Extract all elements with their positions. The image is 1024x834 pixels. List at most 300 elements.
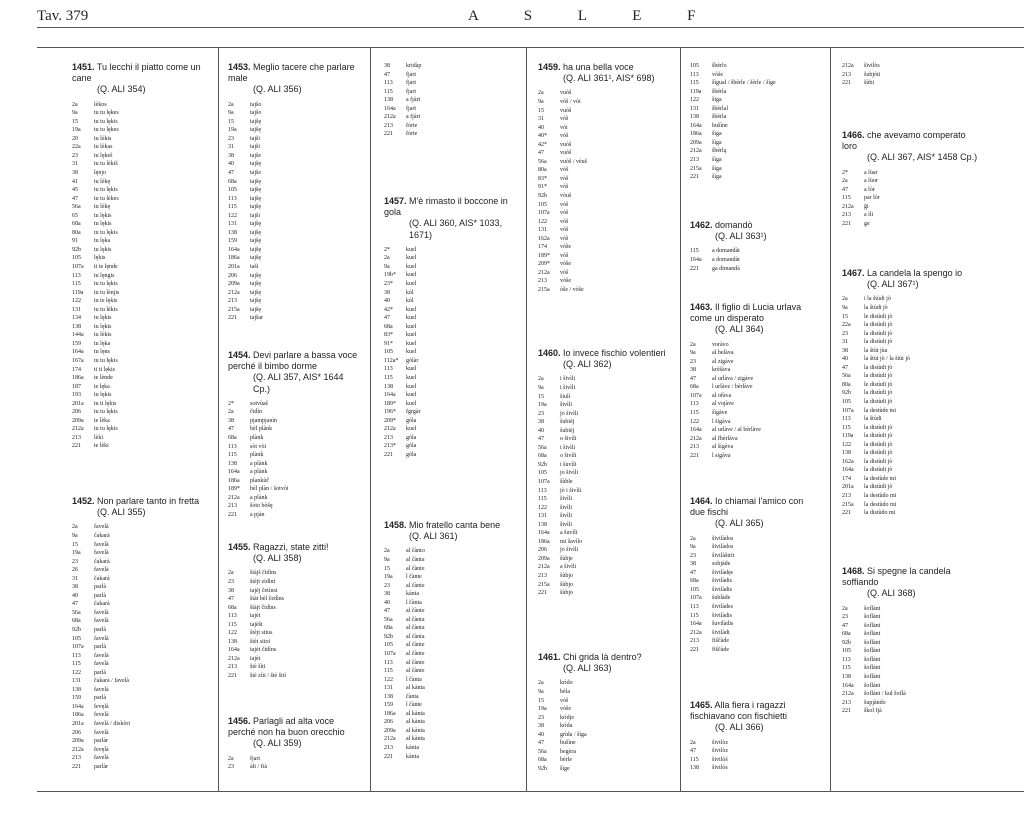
- dialect-form: favelà: [94, 609, 109, 616]
- point-code: 56a: [538, 444, 547, 451]
- point-code: 31: [842, 339, 848, 346]
- point-code: 138: [538, 521, 547, 528]
- point-code: 38: [538, 419, 544, 426]
- dialect-form: i šivìli: [560, 376, 576, 383]
- point-code: 213: [842, 492, 851, 499]
- point-code: 122: [690, 418, 699, 425]
- dialect-entry: [538, 487, 678, 496]
- point-code: 9a: [690, 350, 696, 357]
- point-code: 68a: [72, 221, 81, 228]
- dialect-form: tu ti lękis: [94, 400, 117, 407]
- dialect-entry: [384, 744, 514, 753]
- dialect-entry: [690, 586, 820, 595]
- point-code: 40: [538, 427, 544, 434]
- point-code: 40: [72, 592, 78, 599]
- question-section: [384, 62, 514, 139]
- dialect-entry: [690, 552, 820, 561]
- dialect-entry: [538, 529, 678, 538]
- dialect-entry: [384, 753, 514, 762]
- point-code: 122: [538, 218, 547, 225]
- question-reference: (Q. ALI 362): [563, 359, 612, 370]
- dialect-entry: [228, 569, 358, 578]
- dialect-form: la distùdi jò: [864, 322, 893, 329]
- dialect-entry: [690, 435, 820, 444]
- dialect-form: čakarà: [94, 601, 110, 608]
- dialect-entry: [842, 605, 982, 614]
- point-code: 107a: [72, 644, 84, 651]
- point-code: 186a: [228, 477, 240, 484]
- dialect-entry: [228, 646, 358, 655]
- point-code: 213: [690, 444, 699, 451]
- question-section: [538, 348, 678, 598]
- point-code: 201a: [842, 484, 854, 491]
- dialect-form: la distùdi jò: [864, 424, 893, 431]
- dialect-entry: [228, 400, 358, 409]
- point-code: 23*: [384, 281, 393, 287]
- dialect-form: fjart: [250, 755, 260, 762]
- dialect-entry: [842, 79, 982, 88]
- point-code: 212a: [384, 426, 396, 433]
- dialect-form: šivilàdos: [712, 535, 734, 542]
- dialect-entry: [842, 364, 982, 373]
- dialect-form: tu lęns: [94, 349, 110, 356]
- dialect-form: i šivìli: [560, 444, 576, 451]
- point-code: 15: [384, 565, 390, 572]
- point-code: 23: [842, 614, 848, 621]
- dialect-form: tajšę: [250, 255, 261, 262]
- question-heading: [842, 268, 982, 279]
- dialect-form: kuel: [406, 400, 417, 407]
- question-heading: [538, 62, 678, 73]
- dialect-form: ga dimandà: [712, 265, 740, 272]
- dialect-form: favelà: [94, 661, 109, 668]
- dialect-entry: [72, 523, 212, 532]
- dialect-form: al urlàva / zigàve: [712, 375, 754, 382]
- question-section: [690, 62, 820, 182]
- point-code: 15: [72, 118, 78, 125]
- dialect-form: lèki: [94, 434, 103, 441]
- dialect-form: šoflànt: [864, 665, 881, 672]
- point-code: 80a: [842, 381, 851, 388]
- dialect-form: te lènde: [94, 375, 113, 382]
- point-code: 138: [72, 686, 81, 693]
- dialect-form: tu tu lèkis: [94, 306, 118, 313]
- dialect-form: šùbje: [560, 555, 573, 562]
- point-code: 138: [228, 229, 237, 236]
- point-code: 164a: [72, 703, 84, 710]
- dialect-form: te lèka: [94, 417, 110, 424]
- dialect-entry: [384, 676, 514, 685]
- question-reference: (Q. ALI 360, AIS* 1033, 1671): [409, 218, 503, 240]
- dialect-form: vòš: [560, 167, 569, 174]
- point-code: 212a: [690, 435, 702, 442]
- point-code: 174: [538, 244, 547, 251]
- dialect-form: vòše: [712, 71, 723, 78]
- dialect-form: šiga: [712, 97, 722, 104]
- dialect-entry: [72, 737, 212, 746]
- point-code: 105: [538, 201, 547, 208]
- header-rule: [37, 27, 1024, 28]
- dialect-form: šivilòs: [864, 63, 880, 69]
- point-code: 20: [72, 135, 78, 142]
- dialect-entry: [842, 509, 982, 518]
- point-code: 2a: [228, 570, 234, 577]
- dialect-form: tu lękis: [94, 392, 112, 399]
- dialect-form: tu lèkas: [94, 144, 113, 151]
- point-code: 212a: [72, 426, 84, 433]
- dialect-entry: [384, 254, 514, 263]
- point-code: 68a: [228, 178, 237, 185]
- dialect-form: kànta: [406, 744, 419, 751]
- dialect-form: vuòš: [560, 141, 572, 148]
- dialect-form: parlà: [94, 584, 106, 591]
- point-code: 164a: [690, 621, 702, 628]
- dialect-form: te lęka: [94, 383, 110, 390]
- point-code: 221: [842, 220, 851, 227]
- dialect-entry: [384, 383, 514, 392]
- dialect-form: vòš: [560, 269, 569, 276]
- dialect-entry: [384, 323, 514, 332]
- point-code: 115: [228, 452, 237, 459]
- dialect-form: vuòš: [560, 107, 572, 114]
- dialect-entry: [72, 246, 212, 255]
- dialect-entry: [228, 655, 358, 664]
- point-code: 15: [538, 697, 544, 704]
- question-section: [538, 652, 678, 773]
- point-code: 47: [538, 150, 544, 157]
- dialect-form: jò i šivìli: [560, 487, 582, 494]
- dialect-entry: [842, 220, 982, 229]
- dialect-entry: [72, 220, 212, 229]
- dialect-form: šìga: [712, 174, 722, 181]
- point-code: 38: [690, 561, 696, 568]
- point-code: 131: [228, 221, 237, 228]
- point-code: 138: [690, 765, 699, 772]
- point-code: 47: [690, 569, 696, 576]
- dialect-entry: [384, 79, 514, 88]
- question-heading: [384, 196, 514, 218]
- point-code: 159: [72, 695, 81, 702]
- dialect-form: tu tu lękis: [94, 281, 118, 288]
- dialect-form: vòše: [560, 261, 571, 268]
- point-code: 38: [384, 289, 390, 296]
- dialect-entry: [842, 186, 982, 195]
- dialect-entry: [842, 682, 982, 691]
- dialect-entry: [72, 652, 212, 661]
- dialect-form: la štùdi jò: [864, 304, 888, 311]
- dialect-form: tu lèkę: [94, 178, 111, 185]
- dialect-form: parlà: [94, 669, 106, 676]
- point-code: 105: [538, 470, 547, 477]
- dialect-entry: [842, 441, 982, 450]
- dialect-form: vòš: [560, 184, 569, 191]
- dialect-form: al čànte: [406, 608, 425, 615]
- point-code: 47: [72, 601, 78, 608]
- point-code: 92b: [842, 639, 851, 646]
- dialect-entry: [538, 756, 678, 765]
- dialect-entry: [690, 560, 820, 569]
- question-heading: [228, 62, 358, 84]
- point-code: 92b: [538, 192, 547, 199]
- point-code: 26: [72, 567, 78, 574]
- dialect-form: a fjàrt: [406, 114, 421, 121]
- point-code: 2a: [842, 178, 848, 185]
- dialect-entry: [842, 62, 982, 71]
- question-text: Chi grida là dentro?: [560, 652, 642, 662]
- dialect-entry: [384, 599, 514, 608]
- dialect-form: tajšę: [250, 178, 261, 185]
- dialect-form: kuel: [406, 246, 417, 253]
- dialect-form: vòš: [560, 133, 569, 140]
- column-divider: [370, 47, 371, 791]
- dialect-form: tu lękis: [94, 221, 112, 228]
- point-code: 80a: [538, 167, 547, 174]
- dialect-entry: [384, 434, 514, 443]
- dialect-form: tajšę: [250, 281, 261, 288]
- dialect-entry: [72, 549, 212, 558]
- dialect-form: fjart: [406, 105, 416, 112]
- dialect-entry: [690, 139, 820, 148]
- point-code: 206: [72, 729, 81, 736]
- point-code: 31: [72, 575, 78, 582]
- point-code: 113: [842, 416, 851, 423]
- dialect-form: ti ti lękis: [94, 366, 115, 373]
- dialect-entry: [842, 699, 982, 708]
- question-text: Mio fratello canta bene: [406, 520, 501, 530]
- point-code: 115: [690, 80, 699, 87]
- question-section: [690, 496, 820, 654]
- dialect-form: la distùdi jò: [864, 450, 893, 457]
- point-code: 105: [384, 642, 393, 649]
- dialect-entry: [842, 304, 982, 313]
- dialect-entry: [842, 475, 982, 484]
- question-number: 1458.: [384, 520, 407, 530]
- dialect-form: kuel: [406, 332, 417, 339]
- point-code: 115: [842, 195, 851, 202]
- point-code: 112a*: [384, 357, 399, 364]
- point-code: 189*: [384, 400, 396, 407]
- point-code: 23: [842, 330, 848, 337]
- point-code: 215a: [538, 286, 550, 293]
- point-code: 138: [384, 693, 393, 700]
- column-divider: [830, 47, 831, 791]
- question-heading: [72, 62, 212, 84]
- dialect-entry: [384, 425, 514, 434]
- point-code: 221: [228, 672, 237, 679]
- question-reference: (Q. ALI 361¹, AIS* 698): [563, 73, 655, 84]
- dialect-form: la distùdi jò: [864, 390, 893, 397]
- point-code: 174: [842, 475, 851, 482]
- point-code: 23: [690, 358, 696, 365]
- dialect-form: tajèj četìnsi: [250, 587, 278, 594]
- dialect-form: fevęlà: [94, 746, 109, 753]
- point-code: 215a: [690, 165, 702, 172]
- question-section: [72, 62, 212, 451]
- dialect-entry: [842, 656, 982, 665]
- point-code: 221: [384, 131, 393, 138]
- point-code: 193: [72, 392, 81, 399]
- point-code: 56a: [538, 158, 547, 165]
- dialect-form: tajše: [250, 169, 261, 176]
- dialect-entry: [228, 477, 358, 486]
- dialect-entry: [538, 393, 678, 402]
- point-code: 22a: [72, 144, 81, 151]
- question-reference: (Q. ALI 365): [715, 518, 764, 529]
- dialect-entry: [384, 710, 514, 719]
- dialect-entry: [384, 693, 514, 702]
- dialect-entry: [842, 449, 982, 458]
- dialect-entry: [842, 647, 982, 656]
- dialect-form: o šivìli: [560, 436, 577, 443]
- question-text: M'è rimasto il boccone in gola: [384, 196, 508, 218]
- question-heading: [384, 520, 514, 531]
- point-code: 47: [228, 596, 234, 603]
- dialect-entry: [228, 755, 358, 764]
- dialect-form: al čànte: [406, 659, 425, 666]
- point-code: 2*: [384, 246, 390, 253]
- dialect-form: al kànta: [406, 719, 425, 726]
- dialect-form: la distùdi jò: [864, 398, 893, 405]
- point-code: 201a: [72, 400, 84, 407]
- table-bottom-rule: [37, 791, 1024, 792]
- dialect-form: par lòr: [864, 195, 880, 202]
- dialect-entry: [384, 701, 514, 710]
- point-code: 213: [690, 638, 699, 645]
- dialect-entry: [690, 105, 820, 114]
- dialect-form: la distùdi jò: [864, 373, 893, 380]
- point-code: 201a: [228, 264, 240, 270]
- dialect-form: parlà: [94, 695, 106, 702]
- dialect-entry: [842, 211, 982, 220]
- point-code: 105: [690, 586, 699, 593]
- dialect-entry: [538, 512, 678, 521]
- dialect-form: šivilàdi: [712, 629, 730, 636]
- dialect-form: tu tu lènjis: [94, 289, 120, 296]
- question-text: Parlagli ad alta voce perché non ha buon orecchio: [228, 716, 345, 738]
- point-code: 213: [72, 434, 81, 441]
- dialect-entry: [690, 156, 820, 165]
- point-code: 213: [384, 744, 393, 751]
- point-code: 105: [228, 187, 237, 194]
- dialect-entry: [690, 747, 820, 756]
- dialect-entry: [72, 703, 212, 712]
- dialect-form: šubièj: [560, 419, 575, 426]
- dialect-form: čakarà / favelà: [94, 678, 129, 685]
- point-code: 115: [690, 612, 699, 619]
- dialect-entry: [538, 209, 678, 218]
- dialect-entry: [538, 115, 678, 124]
- dialect-entry: [538, 581, 678, 590]
- dialect-entry: [72, 729, 212, 738]
- dialect-entry: [228, 460, 358, 469]
- dialect-form: al čànte: [406, 650, 425, 657]
- dialect-form: favelà: [94, 686, 109, 693]
- dialect-form: a lùar: [864, 169, 878, 176]
- dialect-form: te lèki: [94, 443, 109, 450]
- point-code: 196*: [384, 409, 396, 416]
- point-code: 221: [842, 510, 851, 517]
- dialect-entry: [384, 624, 514, 633]
- dialect-entry: [228, 629, 358, 638]
- dialect-form: tajši: [250, 135, 260, 142]
- dialect-entry: [72, 152, 212, 161]
- dialect-entry: [72, 532, 212, 541]
- dialect-form: jo šivìli: [560, 410, 579, 417]
- point-code: 47: [842, 186, 848, 193]
- dialect-entry: [228, 621, 358, 630]
- point-code: 47: [842, 622, 848, 629]
- question-heading: [228, 350, 358, 372]
- point-code: 138: [690, 114, 699, 121]
- dialect-form: a plànk: [250, 494, 268, 501]
- dialect-entry: [690, 383, 820, 392]
- point-code: 31: [72, 161, 78, 168]
- dialect-form: šivìli: [560, 521, 573, 528]
- dialect-form: o šivìli: [560, 453, 577, 460]
- dialect-form: la destùdo mi: [864, 501, 897, 508]
- dialect-form: jo šivìli: [560, 470, 579, 477]
- dialect-entry: [690, 79, 820, 88]
- dialect-entry: [690, 594, 820, 603]
- point-code: 113: [690, 401, 699, 408]
- dialect-entry: [228, 246, 358, 255]
- point-code: 212a: [690, 148, 702, 155]
- point-code: 221: [228, 315, 237, 322]
- dialect-form: kuel: [406, 383, 417, 390]
- point-code: 206: [538, 547, 547, 554]
- dialect-entry: [72, 694, 212, 703]
- dialect-entry: [690, 418, 820, 427]
- dialect-form: krìdje: [560, 714, 574, 721]
- point-code: 113: [72, 272, 81, 279]
- dialect-form: šoflànt: [864, 639, 881, 646]
- dialect-entry: [842, 639, 982, 648]
- point-code: 209a: [690, 139, 702, 146]
- dialect-form: tu tu lękis: [94, 426, 118, 433]
- dialect-form: al čànta: [406, 616, 425, 623]
- dialect-entry: [690, 629, 820, 638]
- dialect-entry: [384, 357, 514, 366]
- dialect-form: fgrgàr: [406, 409, 421, 416]
- question-heading: [538, 348, 678, 359]
- dialect-form: tajšę: [250, 306, 261, 313]
- point-code: 115: [842, 424, 851, 431]
- dialect-entry: [384, 314, 514, 323]
- dialect-entry: [538, 107, 678, 116]
- dialect-form: la štùt jùa: [864, 347, 888, 354]
- dialect-form: tajši: [250, 212, 260, 219]
- dialect-form: tu lèkis: [94, 332, 112, 339]
- point-code: 164a: [690, 122, 702, 129]
- dialect-entry: [690, 256, 820, 265]
- dialect-entry: [72, 195, 212, 204]
- point-code: 38: [384, 63, 390, 69]
- dialect-form: tu lęka: [94, 238, 111, 245]
- dialect-form: krìdo: [560, 680, 573, 687]
- point-code: 122: [228, 212, 237, 219]
- dialect-entry: [72, 754, 212, 763]
- dialect-form: fiščàde: [712, 638, 729, 645]
- dialect-entry: [538, 572, 678, 581]
- dialect-entry: [72, 374, 212, 383]
- dialect-entry: [538, 705, 678, 714]
- dialect-entry: [228, 135, 358, 144]
- point-code: 92b: [538, 765, 547, 772]
- point-code: 91: [72, 238, 78, 245]
- dialect-form: šoflànt: [864, 682, 881, 689]
- dialect-entry: [538, 183, 678, 192]
- dialect-form: la destùde mi: [864, 407, 896, 414]
